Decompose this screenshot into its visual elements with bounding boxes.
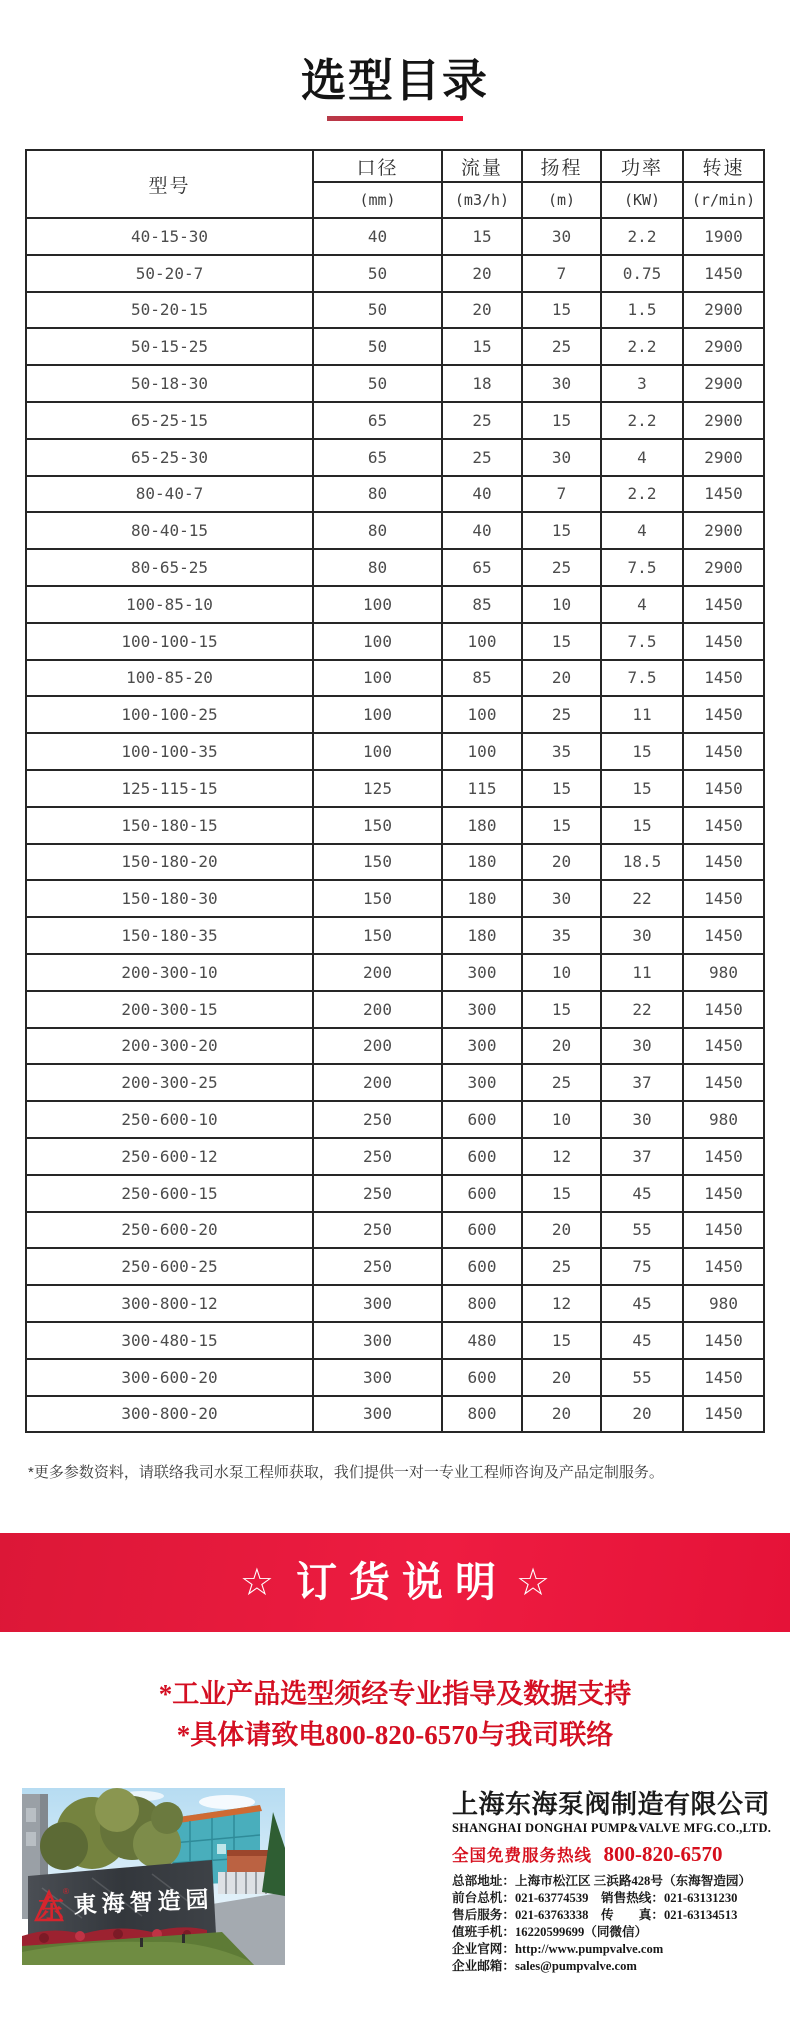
table-row — [26, 660, 764, 697]
value-cell: 40 — [442, 476, 522, 513]
value-cell: 300 — [442, 1028, 522, 1065]
value-cell: 7.5 — [601, 549, 683, 586]
table-row — [26, 586, 764, 623]
value-cell: 7.5 — [601, 623, 683, 660]
model-cell: 250-600-20 — [26, 1212, 313, 1249]
model-cell: 300-800-12 — [26, 1285, 313, 1322]
model-cell: 300-480-15 — [26, 1322, 313, 1359]
table-row — [26, 292, 764, 329]
value-cell: 1450 — [683, 1322, 764, 1359]
value-cell: 300 — [442, 954, 522, 991]
table-row — [26, 1396, 764, 1433]
value-cell: 15 — [522, 770, 601, 807]
column-header: 流量 — [442, 150, 522, 182]
value-cell: 50 — [313, 255, 442, 292]
value-cell: 1450 — [683, 1359, 764, 1396]
model-cell: 250-600-25 — [26, 1248, 313, 1285]
value-cell: 600 — [442, 1248, 522, 1285]
company-logo-icon: 东 — [38, 1894, 65, 1924]
value-cell: 150 — [313, 880, 442, 917]
model-cell: 200-300-20 — [26, 1028, 313, 1065]
value-cell: 1450 — [683, 880, 764, 917]
column-header: 功率 — [601, 150, 683, 182]
value-cell: 80 — [313, 512, 442, 549]
value-cell: 15 — [601, 770, 683, 807]
column-unit: (m) — [522, 182, 601, 218]
contact-line: 售后服务：021-63763338 传 真：021-63134513 — [452, 1907, 738, 1922]
value-cell: 1450 — [683, 991, 764, 1028]
value-cell: 2900 — [683, 365, 764, 402]
value-cell: 2900 — [683, 328, 764, 365]
value-cell: 85 — [442, 586, 522, 623]
model-cell: 40-15-30 — [26, 218, 313, 255]
value-cell: 37 — [601, 1064, 683, 1101]
table-row — [26, 623, 764, 660]
column-header: 扬程 — [522, 150, 601, 182]
notice-line-2: *具体请致电800-820-6570与我司联络 — [176, 1720, 614, 1750]
table-row — [26, 512, 764, 549]
value-cell: 1450 — [683, 255, 764, 292]
value-cell: 100 — [313, 696, 442, 733]
value-cell: 80 — [313, 476, 442, 513]
model-cell: 80-40-7 — [26, 476, 313, 513]
value-cell: 25 — [442, 439, 522, 476]
value-cell: 1.5 — [601, 292, 683, 329]
value-cell: 11 — [601, 696, 683, 733]
table-row — [26, 1212, 764, 1249]
value-cell: 115 — [442, 770, 522, 807]
value-cell: 30 — [522, 218, 601, 255]
value-cell: 40 — [442, 512, 522, 549]
value-cell: 1450 — [683, 586, 764, 623]
company-info — [452, 1790, 772, 1974]
value-cell: 100 — [442, 623, 522, 660]
value-cell: 1450 — [683, 1212, 764, 1249]
order-banner — [0, 1533, 790, 1632]
contact-line: 值班手机：16220599699（同微信） — [452, 1924, 648, 1939]
table-row — [26, 1359, 764, 1396]
value-cell: 22 — [601, 880, 683, 917]
table-row — [26, 402, 764, 439]
value-cell: 30 — [601, 1028, 683, 1065]
value-cell: 20 — [522, 660, 601, 697]
value-cell: 800 — [442, 1396, 522, 1433]
table-row — [26, 1101, 764, 1138]
value-cell: 600 — [442, 1138, 522, 1175]
value-cell: 30 — [522, 439, 601, 476]
value-cell: 1450 — [683, 1138, 764, 1175]
table-row — [26, 1175, 764, 1212]
company-photo — [22, 1788, 285, 1965]
value-cell: 2900 — [683, 292, 764, 329]
value-cell: 65 — [313, 439, 442, 476]
value-cell: 20 — [522, 1359, 601, 1396]
value-cell: 25 — [522, 1248, 601, 1285]
model-column-header: 型号 — [26, 150, 313, 218]
value-cell: 50 — [313, 365, 442, 402]
value-cell: 250 — [313, 1138, 442, 1175]
table-row — [26, 439, 764, 476]
model-cell: 65-25-15 — [26, 402, 313, 439]
value-cell: 200 — [313, 1064, 442, 1101]
value-cell: 15 — [601, 733, 683, 770]
value-cell: 37 — [601, 1138, 683, 1175]
column-header: 转速 — [683, 150, 764, 182]
table-row — [26, 218, 764, 255]
value-cell: 0.75 — [601, 255, 683, 292]
value-cell: 1450 — [683, 844, 764, 881]
value-cell: 100 — [313, 586, 442, 623]
factory-photo-illustration — [22, 1788, 285, 1965]
value-cell: 250 — [313, 1175, 442, 1212]
model-cell: 80-40-15 — [26, 512, 313, 549]
sign-text: 東海智造园 — [73, 1885, 215, 1918]
value-cell: 600 — [442, 1175, 522, 1212]
value-cell: 300 — [313, 1359, 442, 1396]
table-row — [26, 476, 764, 513]
value-cell: 200 — [313, 954, 442, 991]
value-cell: 15 — [522, 512, 601, 549]
model-cell: 150-180-20 — [26, 844, 313, 881]
value-cell: 1450 — [683, 770, 764, 807]
value-cell: 20 — [601, 1396, 683, 1433]
value-cell: 150 — [313, 807, 442, 844]
value-cell: 20 — [522, 1028, 601, 1065]
table-row — [26, 733, 764, 770]
spec-table — [25, 149, 765, 1433]
value-cell: 2.2 — [601, 328, 683, 365]
value-cell: 65 — [313, 402, 442, 439]
value-cell: 480 — [442, 1322, 522, 1359]
value-cell: 600 — [442, 1101, 522, 1138]
value-cell: 12 — [522, 1285, 601, 1322]
value-cell: 250 — [313, 1248, 442, 1285]
value-cell: 1450 — [683, 623, 764, 660]
value-cell: 10 — [522, 586, 601, 623]
value-cell: 1450 — [683, 1028, 764, 1065]
model-cell: 250-600-10 — [26, 1101, 313, 1138]
hotline-number: 800-820-6570 — [603, 1842, 723, 1866]
model-cell: 300-600-20 — [26, 1359, 313, 1396]
table-row — [26, 549, 764, 586]
contact-line: 前台总机：021-63774539 销售热线：021-63131230 — [452, 1890, 738, 1905]
contact-line: 企业官网：http://www.pumpvalve.com — [452, 1941, 664, 1956]
value-cell: 15 — [442, 328, 522, 365]
value-cell: 980 — [683, 954, 764, 991]
value-cell: 30 — [522, 880, 601, 917]
value-cell: 100 — [313, 623, 442, 660]
model-cell: 80-65-25 — [26, 549, 313, 586]
value-cell: 180 — [442, 880, 522, 917]
model-cell: 300-800-20 — [26, 1396, 313, 1433]
value-cell: 45 — [601, 1285, 683, 1322]
value-cell: 1900 — [683, 218, 764, 255]
notice-line-1: *工业产品选型须经专业指导及数据支持 — [158, 1679, 632, 1709]
model-cell: 50-15-25 — [26, 328, 313, 365]
value-cell: 125 — [313, 770, 442, 807]
value-cell: 15 — [442, 218, 522, 255]
table-row — [26, 880, 764, 917]
table-row — [26, 1285, 764, 1322]
value-cell: 15 — [522, 1322, 601, 1359]
value-cell: 2900 — [683, 402, 764, 439]
value-cell: 300 — [313, 1322, 442, 1359]
value-cell: 20 — [522, 1212, 601, 1249]
value-cell: 1450 — [683, 1396, 764, 1433]
value-cell: 1450 — [683, 1248, 764, 1285]
model-cell: 200-300-15 — [26, 991, 313, 1028]
value-cell: 180 — [442, 917, 522, 954]
value-cell: 2.2 — [601, 476, 683, 513]
table-header-row — [26, 150, 764, 182]
value-cell: 30 — [601, 1101, 683, 1138]
value-cell: 15 — [601, 807, 683, 844]
contact-lines — [452, 1873, 772, 1974]
value-cell: 10 — [522, 1101, 601, 1138]
order-banner-title: 订货说明 — [296, 1559, 508, 1605]
value-cell: 40 — [313, 218, 442, 255]
model-cell: 250-600-12 — [26, 1138, 313, 1175]
value-cell: 200 — [313, 991, 442, 1028]
table-row — [26, 991, 764, 1028]
table-row — [26, 696, 764, 733]
value-cell: 15 — [522, 623, 601, 660]
value-cell: 1450 — [683, 733, 764, 770]
model-cell: 150-180-15 — [26, 807, 313, 844]
table-row — [26, 1064, 764, 1101]
value-cell: 800 — [442, 1285, 522, 1322]
value-cell: 3 — [601, 365, 683, 402]
value-cell: 100 — [442, 733, 522, 770]
value-cell: 980 — [683, 1101, 764, 1138]
value-cell: 15 — [522, 402, 601, 439]
model-cell: 50-18-30 — [26, 365, 313, 402]
value-cell: 1450 — [683, 696, 764, 733]
value-cell: 1450 — [683, 660, 764, 697]
value-cell: 100 — [313, 733, 442, 770]
model-cell: 125-115-15 — [26, 770, 313, 807]
model-cell: 250-600-15 — [26, 1175, 313, 1212]
value-cell: 65 — [442, 549, 522, 586]
value-cell: 1450 — [683, 476, 764, 513]
footnote: *更多参数资料，请联络我司水泵工程师获取，我们提供一对一专业工程师咨询及产品定制服务。 — [28, 1464, 664, 1481]
value-cell: 20 — [522, 1396, 601, 1433]
model-cell: 100-100-35 — [26, 733, 313, 770]
contact-line: 企业邮箱：sales@pumpvalve.com — [452, 1958, 637, 1973]
title-underline — [327, 116, 463, 121]
value-cell: 7 — [522, 255, 601, 292]
model-cell: 50-20-15 — [26, 292, 313, 329]
value-cell: 30 — [522, 365, 601, 402]
hotline-label: 全国免费服务热线 — [452, 1847, 592, 1865]
value-cell: 2.2 — [601, 402, 683, 439]
company-name-cn: 上海东海泵阀制造有限公司 — [452, 1789, 771, 1819]
model-cell: 100-100-15 — [26, 623, 313, 660]
value-cell: 1450 — [683, 807, 764, 844]
value-cell: 4 — [601, 439, 683, 476]
table-row — [26, 365, 764, 402]
value-cell: 55 — [601, 1359, 683, 1396]
column-unit: (KW) — [601, 182, 683, 218]
value-cell: 300 — [313, 1285, 442, 1322]
table-row — [26, 1322, 764, 1359]
column-unit: (m3/h) — [442, 182, 522, 218]
value-cell: 50 — [313, 328, 442, 365]
value-cell: 18.5 — [601, 844, 683, 881]
value-cell: 250 — [313, 1101, 442, 1138]
value-cell: 2900 — [683, 439, 764, 476]
value-cell: 2900 — [683, 549, 764, 586]
value-cell: 35 — [522, 917, 601, 954]
value-cell: 35 — [522, 733, 601, 770]
value-cell: 300 — [313, 1396, 442, 1433]
value-cell: 25 — [442, 402, 522, 439]
table-row — [26, 807, 764, 844]
value-cell: 55 — [601, 1212, 683, 1249]
value-cell: 45 — [601, 1175, 683, 1212]
table-row — [26, 1028, 764, 1065]
logo-registered-mark: ® — [63, 1887, 69, 1896]
value-cell: 15 — [522, 1175, 601, 1212]
value-cell: 150 — [313, 844, 442, 881]
value-cell: 4 — [601, 586, 683, 623]
value-cell: 15 — [522, 807, 601, 844]
value-cell: 25 — [522, 549, 601, 586]
table-row — [26, 770, 764, 807]
value-cell: 600 — [442, 1359, 522, 1396]
table-row — [26, 917, 764, 954]
value-cell: 85 — [442, 660, 522, 697]
model-cell: 150-180-35 — [26, 917, 313, 954]
value-cell: 4 — [601, 512, 683, 549]
table-row — [26, 255, 764, 292]
value-cell: 20 — [522, 844, 601, 881]
value-cell: 25 — [522, 328, 601, 365]
value-cell: 1450 — [683, 1064, 764, 1101]
star-icon-right: ☆ — [516, 1561, 551, 1604]
value-cell: 2900 — [683, 512, 764, 549]
value-cell: 300 — [442, 991, 522, 1028]
value-cell: 18 — [442, 365, 522, 402]
column-header: 口径 — [313, 150, 442, 182]
value-cell: 11 — [601, 954, 683, 991]
value-cell: 7.5 — [601, 660, 683, 697]
value-cell: 15 — [522, 292, 601, 329]
table-row — [26, 844, 764, 881]
model-cell: 100-85-10 — [26, 586, 313, 623]
model-cell: 100-85-20 — [26, 660, 313, 697]
hotline — [452, 1843, 772, 1868]
model-cell: 50-20-7 — [26, 255, 313, 292]
table-row — [26, 1248, 764, 1285]
value-cell: 45 — [601, 1322, 683, 1359]
value-cell: 100 — [442, 696, 522, 733]
value-cell: 100 — [313, 660, 442, 697]
star-icon-left: ☆ — [239, 1561, 274, 1604]
value-cell: 180 — [442, 807, 522, 844]
model-cell: 150-180-30 — [26, 880, 313, 917]
value-cell: 1450 — [683, 917, 764, 954]
value-cell: 50 — [313, 292, 442, 329]
table-row — [26, 1138, 764, 1175]
model-cell: 100-100-25 — [26, 696, 313, 733]
page-title: 选型目录 — [300, 55, 489, 106]
value-cell: 30 — [601, 917, 683, 954]
table-row — [26, 328, 764, 365]
model-cell: 200-300-10 — [26, 954, 313, 991]
value-cell: 25 — [522, 696, 601, 733]
value-cell: 20 — [442, 255, 522, 292]
value-cell: 300 — [442, 1064, 522, 1101]
model-cell: 65-25-30 — [26, 439, 313, 476]
company-name-en: SHANGHAI DONGHAI PUMP&VALVE MFG.CO.,LTD. — [452, 1821, 772, 1835]
model-cell: 200-300-25 — [26, 1064, 313, 1101]
contact-line: 总部地址：上海市松江区 三浜路428号（东海智造园） — [452, 1874, 752, 1888]
value-cell: 80 — [313, 549, 442, 586]
value-cell: 1450 — [683, 1175, 764, 1212]
value-cell: 250 — [313, 1212, 442, 1249]
value-cell: 75 — [601, 1248, 683, 1285]
value-cell: 180 — [442, 844, 522, 881]
value-cell: 600 — [442, 1212, 522, 1249]
value-cell: 2.2 — [601, 218, 683, 255]
value-cell: 25 — [522, 1064, 601, 1101]
value-cell: 10 — [522, 954, 601, 991]
value-cell: 7 — [522, 476, 601, 513]
value-cell: 200 — [313, 1028, 442, 1065]
column-unit: (r/min) — [683, 182, 764, 218]
value-cell: 22 — [601, 991, 683, 1028]
column-unit: (mm) — [313, 182, 442, 218]
value-cell: 12 — [522, 1138, 601, 1175]
value-cell: 20 — [442, 292, 522, 329]
table-row — [26, 954, 764, 991]
value-cell: 15 — [522, 991, 601, 1028]
value-cell: 980 — [683, 1285, 764, 1322]
value-cell: 150 — [313, 917, 442, 954]
